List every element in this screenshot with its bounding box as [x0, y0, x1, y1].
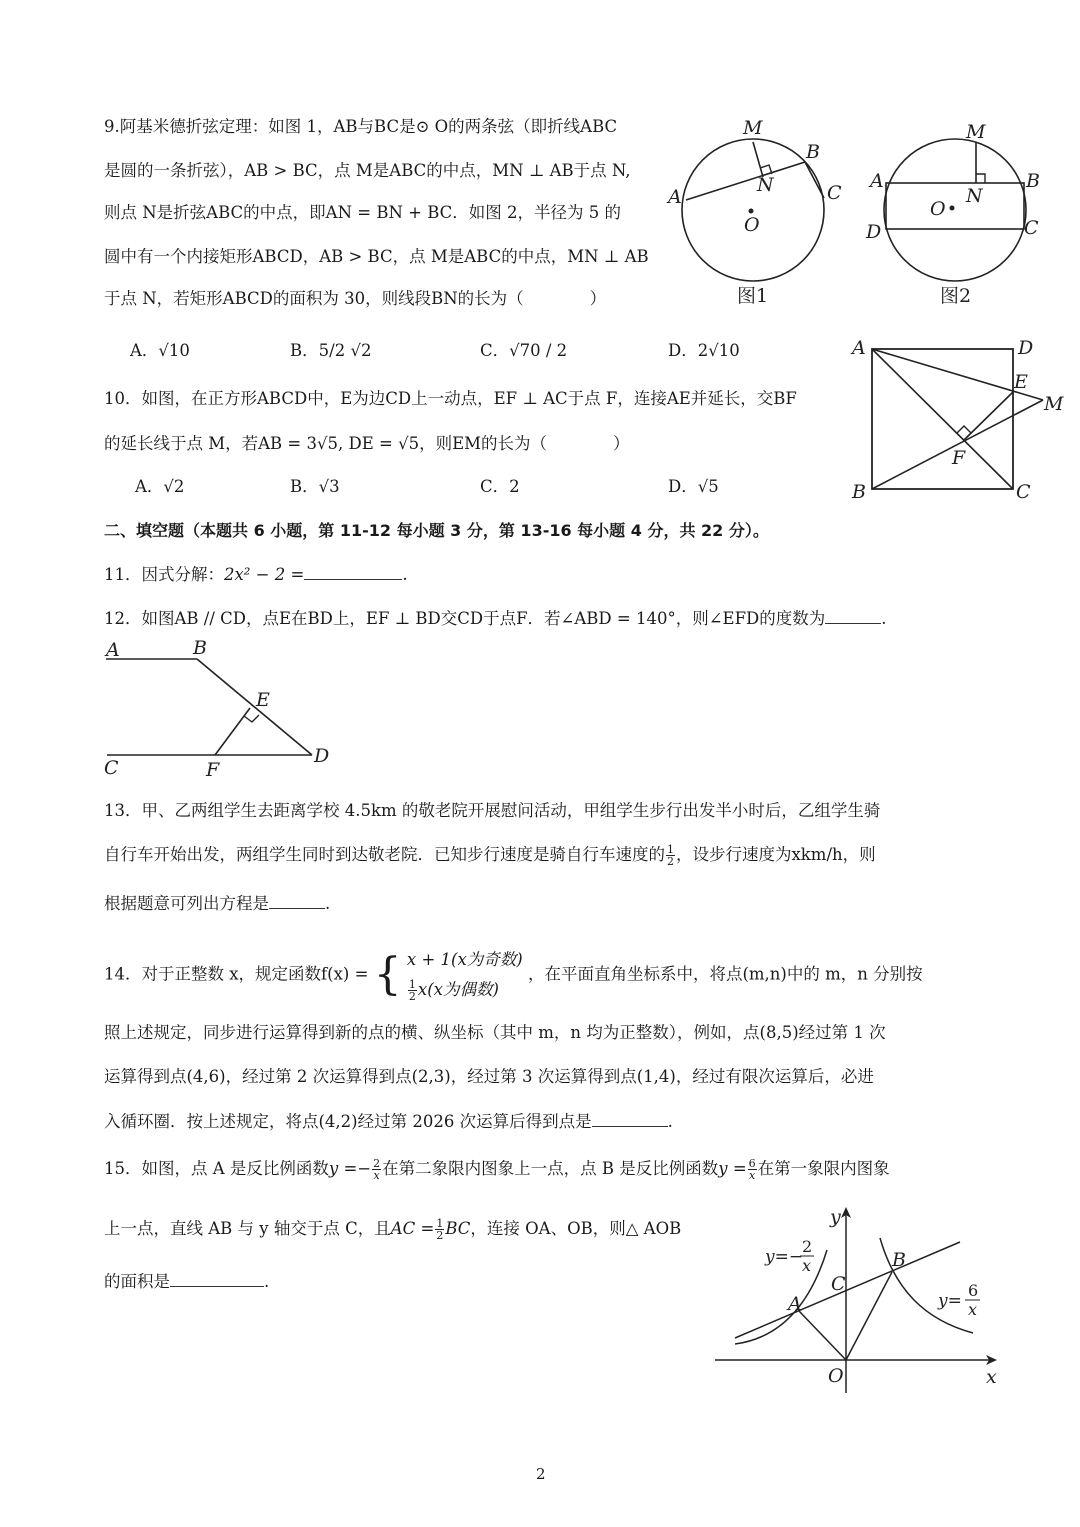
label-M: M [1044, 393, 1064, 415]
q15-coordinate-figure [710, 1200, 1010, 1400]
figure-2-caption: 图2 [940, 285, 972, 307]
q12-parallel-lines-figure [100, 636, 340, 786]
page-number: 2 [536, 1465, 546, 1483]
q9-option-c: C．√70 / 2 [480, 341, 568, 360]
label-C: C [1024, 217, 1039, 239]
label-C: C [827, 182, 842, 204]
svg-text:x: x [968, 1300, 978, 1319]
q9-line-5: 于点 N，若矩形ABCD的面积为 30，则线段BN的长为（ ） [104, 289, 607, 308]
q15-line-3: 的面积是 . [104, 1272, 270, 1291]
label-A: A [106, 639, 120, 661]
q9-option-a: A．√10 [130, 341, 190, 360]
q10-line-1: 10．如图，在正方形ABCD中，E为边CD上一动点，EF ⊥ AC于点 F，连接AE并延长，交BF [104, 389, 797, 408]
label-F: F [952, 447, 966, 469]
label-A: A [852, 337, 866, 359]
label-N: N [966, 185, 983, 207]
q13-line-3: 根据题意可列出方程是 . [104, 894, 331, 913]
q10-option-d: D．√5 [668, 477, 719, 496]
q11: 11．因式分解：2x² − 2 = . [104, 565, 408, 584]
q9-line-3: 则点 N是折弦ABC的中点，即AN = BN + BC．如图 2，半径为 5 的 [104, 203, 621, 222]
label-M: M [966, 121, 986, 143]
q14-line-1: 14．对于正整数 x，规定函数f(x) = { x + 1(x为奇数) $\frac{1}{2}$ x(x为偶数) ，在平面直角坐标系中，将点(m,n)中的 m，n 分别按 [104, 945, 923, 1001]
q15-answer-blank[interactable] [170, 1270, 264, 1287]
svg-text:6: 6 [968, 1281, 979, 1300]
label-D: D [1018, 337, 1034, 359]
label-O: O [744, 214, 760, 236]
label-C: C [104, 757, 119, 779]
label-O: O [828, 1365, 844, 1387]
q14-line-4: 入循环圈．按上述规定，将点(4,2)经过第 2026 次运算后得到点是 . [104, 1112, 673, 1131]
label-E: E [256, 689, 270, 711]
q10-option-c: C．2 [480, 477, 520, 496]
label-B: B [193, 637, 207, 659]
q15-line-1: 15．如图，点 A 是反比例函数y =− $\frac{2}{x}$ 在第二象限内图象上一点，点 B 是反比例函数y = $\frac{6}{x}$ 在第一象限内图象 [104, 1157, 890, 1182]
q9-figure-2 [860, 100, 1060, 310]
label-B: B [852, 481, 866, 503]
piecewise-cases: x + 1(x为奇数) $\frac{1}{2}$ x(x为偶数) [406, 950, 523, 1003]
q9-line-4: 圆中有一个内接矩形ABCD，AB > BC，点 M是ABC的中点，MN ⊥ AB [104, 247, 649, 266]
figure-1-caption: 图1 [737, 285, 769, 307]
q12: 12．如图AB // CD，点E在BD上，EF ⊥ BD交CD于点F．若∠ABD = 140°，则∠EFD的度数为 . [104, 609, 887, 628]
q14-line-2: 照上述规定，同步进行运算得到新的点的横、纵坐标（其中 m，n 均为正整数），例如，点(8,5)经过第 1 次 [104, 1023, 886, 1042]
label-A: A [668, 186, 682, 208]
q10-line-2: 的延长线于点 M，若AB = 3√5, DE = √5，则EM的长为（ ） [104, 434, 630, 453]
q14-line-3: 运算得到点(4,6)，经过第 2 次运算得到点(2,3)，经过第 3 次运算得到点(1,4)，经过有限次运算后，必进 [104, 1067, 874, 1086]
piecewise-brace: { [373, 949, 402, 1000]
q10-square-figure [840, 330, 1070, 510]
q9-option-d: D．2√10 [668, 341, 740, 360]
q14-answer-blank[interactable] [592, 1110, 668, 1127]
label-C: C [1016, 481, 1031, 503]
q13-line-2: 自行车开始出发，两组学生同时到达敬老院．已知步行速度是骑自行车速度的 $\frac{1}{2}$ ，设步行速度为xkm/h，则 [104, 843, 876, 868]
label-y: y [830, 1206, 841, 1228]
label-C: C [831, 1273, 846, 1295]
label-x: x [986, 1366, 997, 1388]
label-A: A [788, 1293, 802, 1315]
q12-answer-blank[interactable] [825, 607, 881, 624]
label-F: F [206, 759, 220, 781]
svg-text:x: x [802, 1256, 812, 1275]
q10-option-b: B．√3 [290, 477, 340, 496]
label-D: D [866, 221, 882, 243]
q13-answer-blank[interactable] [269, 892, 325, 909]
label-A: A [870, 170, 884, 192]
label-N: N [757, 174, 774, 196]
q9-option-b: B．5/2 √2 [290, 341, 372, 360]
section-2-title: 二、填空题（本题共 6 小题，第 11-12 每小题 3 分，第 13-16 每小题 4 分，共 22 分）。 [104, 521, 769, 540]
q11-answer-blank[interactable] [304, 563, 402, 580]
svg-text:2: 2 [802, 1237, 813, 1256]
label-B: B [806, 141, 820, 163]
label-func-6-over-x: y= [938, 1291, 962, 1311]
label-M: M [743, 117, 763, 139]
label-O: O [930, 198, 946, 220]
label-B: B [1026, 170, 1040, 192]
q9-line-1: 9.阿基米德折弦定理：如图 1，AB与BC是⊙ O的两条弦（即折线ABC [104, 117, 618, 136]
q9-line-2: 是圆的一条折弦），AB > BC，点 M是ABC的中点，MN ⊥ AB于点 N, [104, 161, 631, 180]
q10-option-a: A．√2 [135, 477, 185, 496]
q13-line-1: 13．甲、乙两组学生去距离学校 4.5km 的敬老院开展慰问活动，甲组学生步行出发半小时后，乙组学生骑 [104, 801, 881, 820]
q9-figure-1 [660, 100, 850, 310]
label-E: E [1014, 371, 1028, 393]
q15-line-2: 上一点，直线 AB 与 y 轴交于点 C，且AC = $\frac{1}{2}$ BC，连接 OA、OB，则△ AOB [104, 1217, 682, 1242]
label-D: D [314, 745, 330, 767]
label-B: B [892, 1249, 906, 1271]
label-func-neg2-over-x: y=− [765, 1247, 804, 1267]
